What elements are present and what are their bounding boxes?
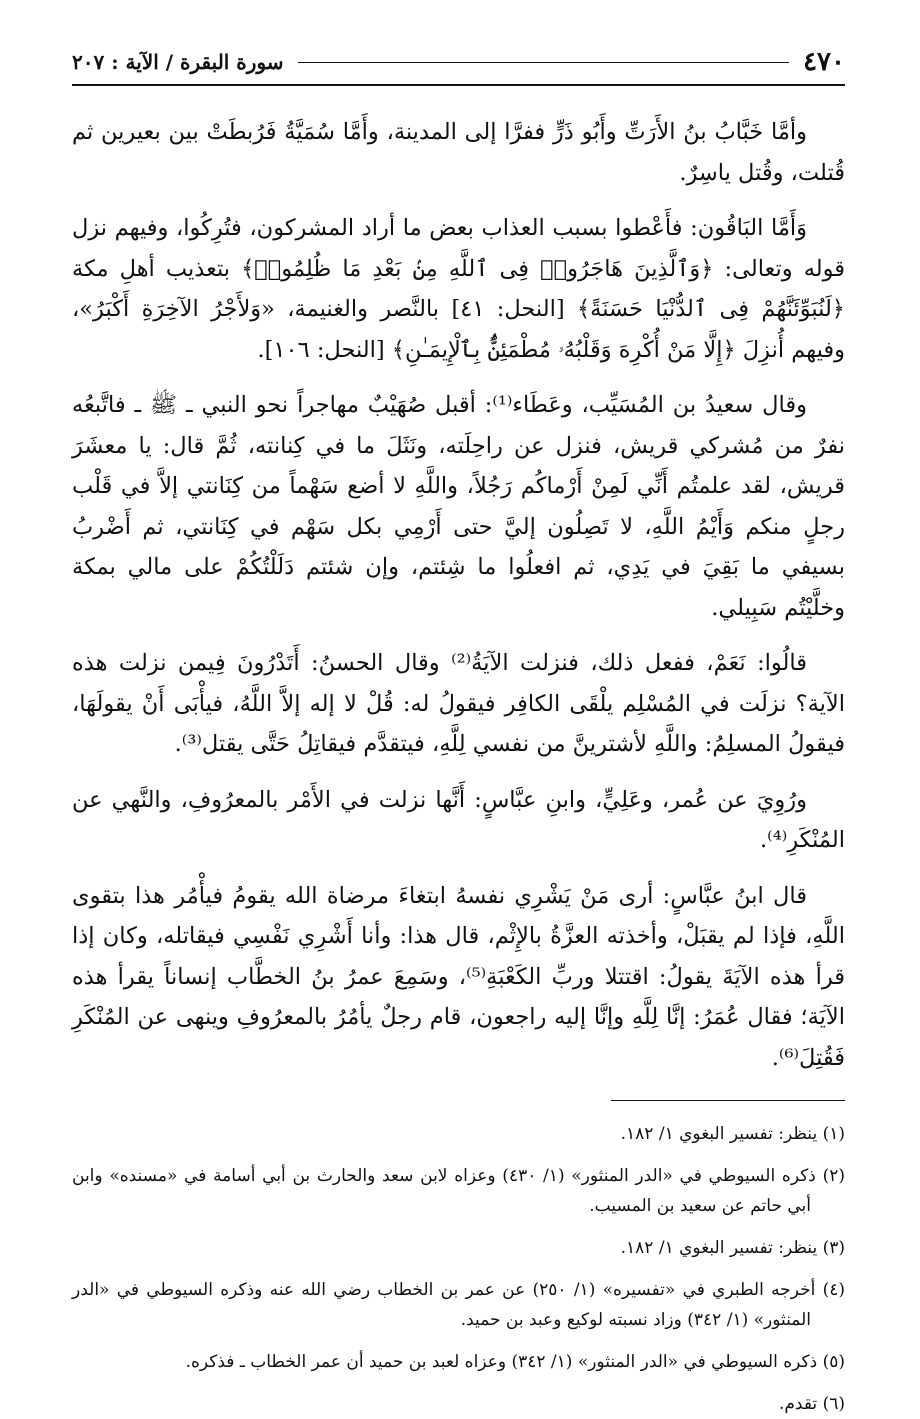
page-header	[72, 40, 845, 86]
page-number: ٤٧٠	[803, 47, 845, 77]
main-text	[72, 112, 845, 1078]
footnote: (١) ينظر: تفسير البغوي ١/ ١٨٢.	[620, 1124, 845, 1144]
paragraph: وقال سعيدُ بن المُسَيِّب، وعَطَاء⁽¹⁾: أقبل صُهَيْبٌ مهاجراً نحو النبي ـ ﷺ ـ فاتَّبعُه نفرٌ من مُشركي قريش، فنزل عن راحِلَته، ونَثَلَ ما في كِنانته، ثُمَّ قال: يا معشَرَ قريش، لقد علمتُم أَنِّي لَمِنْ أَرْماكُم رَجُلاً، واللَّهِ لا أضع سَهْماً من كِنَانتي إلاَّ في قَلْب رجلٍ منكم وَأَيْمُ اللَّهِ، لا تَصِلُون إليَّ حتى أَرْمِي بكل سَهْم في كِنَانتي، ثم أَضْربُ بسيفي ما بَقِيَ في يَدِي، ثم افعلُوا ما شِئتم، وإن شئتم دَلَلْتُكُمْ على مالي بمكة وخلَّيْتُم سَبِيلي.	[72, 392, 845, 621]
header-rule	[298, 62, 790, 63]
paragraph: قال ابنُ عبَّاسٍ: أرى مَنْ يَشْرِي نفسهُ ابتغاءَ مرضاة الله يقومُ فيأْمُر هذا بتقوى اللَّهِ، فإذا لم يقبَلْ، وأخذته العزَّةُ بالإِثْم، قال هذا: وأنا أَشْرِي نَفْسِي فيقاتله، وكان إذا قرأ هذه الآيَةَ يقولُ: اقتتلا وربِّ الكَعْبَةِ⁽⁵⁾، وسَمِعَ عمرُ بنُ الخطَّاب إنساناً يقرأ هذه الآيَة؛ فقال عُمَرُ: إنَّا لِلَّهِ وإنَّا إليه راجعون، قام رجلٌ يأمُرُ بالمعرُوفِ وينهى عن المُنْكَرِ فَقُتِلَ⁽⁶⁾.	[72, 882, 846, 1071]
running-title: سورة البقرة / الآية : ٢٠٧	[72, 50, 284, 74]
footnote: (٣) ينظر: تفسير البغوي ١/ ١٨٢.	[620, 1238, 845, 1258]
footnote: (٦) تقدم.	[778, 1394, 845, 1414]
footnote: (٢) ذكره السيوطي في «الدر المنثور» (١/ ٤٣٠) وعزاه لابن سعد والحارث بن أبي أسامة في «مسنده» وابن أبي حاتم عن سعيد بن المسيب.	[72, 1166, 845, 1216]
footnote: (٤) أخرجه الطبري في «تفسيره» (١/ ٢٥٠) عن عمر بن الخطاب رضي الله عنه وذكره السيوطي في «الدر المنثور» (١/ ٣٤٢) وزاد نسبته لوكيع وعبد بن حميد.	[72, 1280, 845, 1330]
paragraph: وأمَّا خَبَّابُ بنُ الأَرَتِّ وأَبُو ذَرٍّ ففرَّا إلى المدينة، وأَمَّا سُمَيَّةُ فَرُبطَتْ بين بعيرين ثم قُتلت، وقُتل ياسِرٌ.	[72, 119, 845, 186]
paragraph: قالُوا: نَعَمْ، ففعل ذلك، فنزلت الآيَةُ⁽²⁾ وقال الحسنُ: أَتَدْرُونَ فِيمن نزلت هذه الآية؟ نزلَت في المُسْلِم يلْقَى الكافِر فيقولُ له: قُلْ لا إله إلاَّ اللَّهُ، فيأْبَى أَنْ يقولَهَا، فيقولُ المسلِمُ: واللَّهِ لأشترينَّ من نفسي لِلَّهِ، فيتقدَّم فيقاتِلُ حَتَّى يقتل⁽³⁾.	[72, 650, 845, 757]
footnote-separator	[611, 1100, 845, 1101]
footnotes	[72, 1119, 845, 1419]
paragraph: وَأَمَّا البَاقُون: فأَعْطوا بسبب العذاب بعض ما أراد المشركون، فتُرِكُوا، وفيهم نزل قوله وتعالى: ﴿وَٱلَّذِينَ هَاجَرُوا۟ فِى ٱللَّهِ مِنۢ بَعْدِ مَا ظُلِمُوا۟﴾ بتعذيب أهلِ مكة ﴿لَنُبَوِّئَنَّهُمْ فِى ٱلدُّنْيَا حَسَنَةً﴾ [النحل: ٤١] بالنَّصر والغنيمة، «وَلأَجْرُ الآخِرَةِ أَكْبَرُ»، وفيهم أُنزِلَ ﴿إِلَّا مَنْ أُكْرِهَ وَقَلْبُهُۥ مُطْمَئِنٌّۢ بِٱلْإِيمَـٰنِ﴾ [النحل: ١٠٦].	[72, 215, 845, 363]
footnote: (٥) ذكره السيوطي في «الدر المنثور» (١/ ٣٤٢) وعزاه لعبد بن حميد أن عمر الخطاب ـ فذكره.	[185, 1352, 845, 1372]
paragraph: ورُوِيَ عن عُمر، وعَلِيٍّ، وابنِ عبَّاسٍ: أَنَّها نزلت في الأَمْر بالمعرُوفِ، والنَّهي عن المُنْكَرِ⁽⁴⁾.	[72, 786, 845, 853]
